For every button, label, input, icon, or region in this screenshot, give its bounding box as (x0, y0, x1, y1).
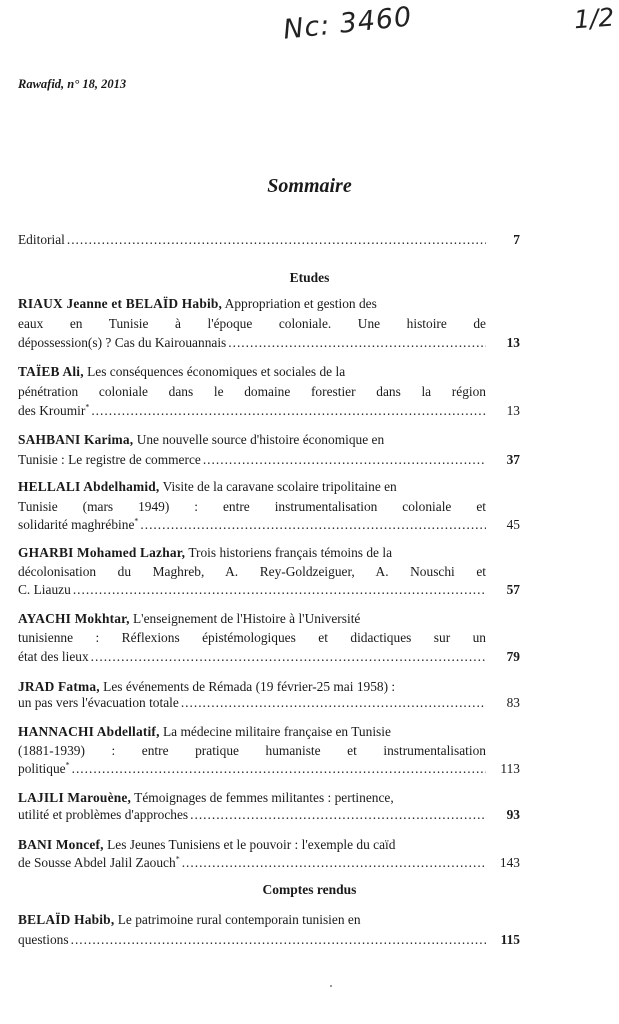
entry-title-part: des Kroumir (18, 403, 86, 418)
entry-line (18, 562, 486, 582)
entry-author: RIAUX Jeanne et BELAÏD Habib, (18, 296, 223, 311)
entry-title-part: (1881-1939) : entre pratique humaniste et instrumentalisation (18, 743, 486, 758)
entry-title-part: pénétration coloniale dans le domaine forestier dans la région (18, 384, 486, 399)
entry-author: SAHBANI Karima, (18, 432, 134, 447)
page-title: Sommaire (267, 175, 352, 197)
entry-page-number: 83 (506, 695, 520, 710)
entry-line (18, 450, 486, 470)
entry-line (18, 580, 486, 600)
entry-line (18, 333, 486, 353)
section-heading-comptes-rendus: Comptes rendus (262, 882, 357, 897)
entry-title-part: Les conséquences économiques et sociales de la (83, 364, 346, 379)
entry-page-number: 113 (500, 761, 520, 776)
entry-line (18, 430, 486, 450)
entry-title-part: décolonisation du Maghreb, A. Rey-Goldzeiguer, A. Nouschi et (18, 564, 486, 579)
entry-line (18, 543, 486, 563)
entry-title-part: Une nouvelle source d'histoire économique en (133, 432, 385, 447)
review-line (18, 910, 486, 930)
entry-page-number: 37 (506, 452, 520, 467)
entry-line (18, 382, 486, 402)
entry-author: HELLALI Abdelhamid, (18, 479, 160, 494)
entry-author: HANNACHI Abdellatif, (18, 724, 160, 739)
entry-line (18, 362, 486, 382)
entry-line: de Sousse Abdel Jalil Zaouch* ..... (18, 853, 486, 873)
entry-title-part: état des lieux (18, 649, 89, 664)
entry-line: politique* ..... (18, 759, 486, 779)
entry-title-part: Trois historiens français témoins de la (185, 545, 393, 560)
entry-author: LAJILI Marouène, (18, 790, 132, 805)
entry-line (18, 722, 486, 742)
entry-author: GHARBI Mohamed Lazhar, (18, 545, 186, 560)
entry-author: BANI Moncef, (18, 837, 104, 852)
entry-line (18, 741, 486, 761)
entry-title-part: un pas vers l'évacuation totale (18, 695, 179, 710)
entry-page-number: 45 (506, 517, 520, 532)
entry-page-number: 13 (506, 335, 520, 350)
entry-page-number: 93 (506, 807, 520, 822)
entry-line (18, 497, 486, 517)
entry-author: TAÏEB Ali, (18, 364, 84, 379)
entry-page-number: 143 (499, 855, 520, 870)
entry-title-part: La médecine militaire française en Tunisie (159, 724, 391, 739)
entry-line (18, 805, 486, 825)
entry-line (18, 628, 486, 648)
review-title-part: Le patrimoine rural contemporain tunisien en (114, 912, 361, 927)
entry-title-part: utilité et problèmes d'approches (18, 807, 189, 822)
entry-title-part: politique (18, 761, 66, 776)
editorial-line (18, 230, 486, 250)
entry-title-part: solidarité maghrébine (18, 517, 135, 532)
entry-line (18, 835, 486, 855)
entry-title-part: Les Jeunes Tunisiens et le pouvoir : l'exemple du caïd (103, 837, 396, 852)
entry-line (18, 477, 486, 497)
journal-header: Rawafid, n° 18, 2013 (18, 77, 127, 91)
entry-title-part: Témoignages de femmes militantes : pertinence, (131, 790, 394, 805)
editorial-page: 7 (513, 232, 520, 247)
entry-line (18, 294, 486, 314)
entry-title-part: eaux en Tunisie à l'époque coloniale. Une histoire de (18, 316, 486, 331)
entry-line (18, 609, 486, 629)
entry-title-part: de Sousse Abdel Jalil Zaouch (18, 855, 176, 870)
entry-line (18, 314, 486, 334)
review-page-number: 115 (500, 932, 520, 947)
entry-title-part: Tunisie : Le registre de commerce (18, 452, 201, 467)
review-title-part: questions (18, 932, 69, 947)
entry-title-part: C. Liauzu (18, 582, 71, 597)
entry-title-part: Tunisie (mars 1949) : entre instrumentalisation coloniale et (18, 499, 486, 514)
entry-line: des Kroumir* ..... (18, 401, 486, 421)
review-line (18, 930, 486, 950)
entry-line: solidarité maghrébine* ..... (18, 515, 486, 535)
entry-page-number: 13 (506, 403, 520, 418)
entry-page-number: 79 (506, 649, 520, 664)
entry-page-number: 57 (506, 582, 520, 597)
editorial-label: Editorial (18, 232, 65, 247)
entry-title-part: dépossession(s) ? Cas du Kairouannais (18, 335, 227, 350)
entry-author: AYACHI Mokhtar, (18, 611, 130, 626)
entry-title-part: L'enseignement de l'Histoire à l'Université (129, 611, 361, 626)
entry-line (18, 647, 486, 667)
handwritten-reference: Nc: 3460 (281, 1, 414, 46)
review-author: BELAÏD Habib, (18, 912, 115, 927)
entry-title-part: tunisienne : Réflexions épistémologiques et didactiques sur un (18, 630, 486, 645)
handwritten-page-count: 1/2 (573, 2, 616, 35)
entry-author: JRAD Fatma, (18, 679, 100, 694)
page-speck (330, 985, 332, 987)
entry-title-part: Les événements de Rémada (19 février-25 mai 1958) : (99, 679, 396, 694)
section-heading-etudes: Etudes (289, 270, 330, 285)
entry-title-part: Appropriation et gestion des (222, 296, 377, 311)
entry-line (18, 693, 486, 713)
entry-title-part: Visite de la caravane scolaire tripolitaine en (159, 479, 397, 494)
